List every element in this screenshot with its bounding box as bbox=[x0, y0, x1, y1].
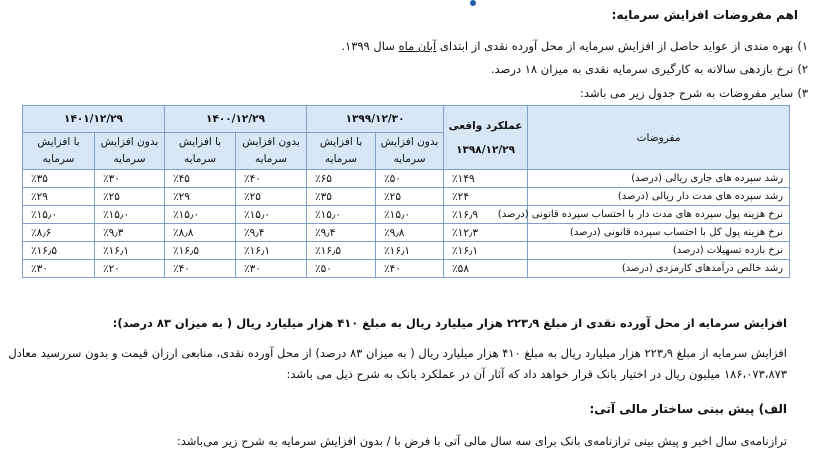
table-row: نرخ بازده تسهیلات (درصد) ٪۱۶٫۱ ٪۱۶٫۱ ٪۱۶٫۵ ٪۱۶٫۱ ٪۱۶٫۵ ٪۱۶٫۱ ٪۱۶٫۵ bbox=[23, 242, 790, 260]
header-year-1401: ۱۴۰۱/۱۲/۲۹ bbox=[23, 106, 165, 133]
underlined-month: آبان ماه bbox=[398, 39, 437, 53]
table-row: رشد سپرده های جاری ریالی (درصد) ٪۱۴۹ ٪۵۰ ٪۶۵ ٪۴۰ ٪۴۵ ٪۳۰ ٪۳۵ bbox=[23, 170, 790, 188]
header-without-increase: بدون افزایش سرمایه bbox=[236, 133, 307, 170]
header-actual: عملکرد واقعی ۱۳۹۸/۱۲/۲۹ bbox=[444, 106, 528, 170]
paragraph-balance-sheet: ترازنامه‌ی سال اخیر و پیش بینی ترازنامه‌ی بانک برای سه سال مالی آتی با فرض با / بدون افزایش سرمایه به شرح زیر می‌باشد: bbox=[176, 434, 787, 448]
logo-fragment bbox=[468, 0, 528, 10]
logo-dot-icon bbox=[470, 0, 476, 6]
header-year-1400: ۱۴۰۰/۱۲/۲۹ bbox=[165, 106, 307, 133]
assumptions-table bbox=[22, 105, 790, 278]
assumption-item-2: ۲)نرخ بازدهی سالانه به کارگیری سرمایه نقدی به میزان ۱۸ درصد. bbox=[490, 62, 808, 76]
assumption-item-3: ۳)سایر مفروضات به شرح جدول زیر می باشد: bbox=[580, 86, 808, 100]
table-row: رشد خالص درآمدهای کارمزدی (درصد) ٪۵۸ ٪۴۰ ٪۵۰ ٪۳۰ ٪۴۰ ٪۲۰ ٪۳۰ bbox=[23, 260, 790, 278]
table-row: نرخ هزینه پول کل با احتساب سپرده قانونی (درصد) ٪۱۲٫۳ ٪۹٫۸ ٪۹٫۴ ٪۹٫۴ ٪۸٫۸ ٪۹٫۳ ٪۸٫۶ bbox=[23, 224, 790, 242]
capital-increase-title: افزایش سرمایه از محل آورده نقدی از مبلغ ۲۲۳٫۹ هزار میلیارد ریال به مبلغ ۴۱۰ هزار میلیارد ریال ( به میزان ۸۳ درصد): bbox=[112, 316, 787, 330]
header-without-increase: بدون افزایش سرمایه bbox=[95, 133, 165, 170]
header-assumptions: مفروضات bbox=[528, 106, 790, 170]
financial-structure-title: الف) پیش بینی ساختار مالی آتی: bbox=[589, 402, 787, 416]
paragraph-line-1: افزایش سرمایه از مبلغ ۲۲۳٫۹ هزار میلیارد ریال به مبلغ ۴۱۰ هزار میلیارد ریال ( به میزان ۸۳ درصد) از محل آورده نقدی، منابعی ارزان قیمت و بدون سررسید معادل bbox=[8, 346, 787, 360]
header-with-increase: با افزایش سرمایه bbox=[23, 133, 95, 170]
assumptions-heading: اهم مفروضات افزایش سرمایه: bbox=[611, 8, 798, 22]
header-without-increase: بدون افزایش سرمایه bbox=[376, 133, 444, 170]
header-year-1399: ۱۳۹۹/۱۲/۳۰ bbox=[307, 106, 444, 133]
table-row: نرخ هزینه پول سپرده های مدت دار با احتساب سپرده قانونی (درصد) ٪۱۶٫۹ ٪۱۵٫۰ ٪۱۵٫۰ ٪۱۵٫۰ ٪۱۵٫۰ ٪۱۵٫۰ ٪۱۵٫۰ bbox=[23, 206, 790, 224]
assumption-item-1: ۱)بهره مندی از عواید حاصل از افزایش سرمایه از محل آورده نقدی از ابتدای آبان ماه سال ۱۳۹۹. bbox=[341, 39, 808, 53]
header-with-increase: با افزایش سرمایه bbox=[307, 133, 376, 170]
table-row: رشد سپرده های مدت دار ریالی (درصد) ٪۲۴ ٪۲۵ ٪۳۵ ٪۲۵ ٪۲۹ ٪۲۵ ٪۲۹ bbox=[23, 188, 790, 206]
paragraph-line-2: ۱۸۶،۰۷۳،۸۷۳ میلیون ریال در اختیار بانک قرار خواهد داد که آثار آن در عملکرد بانک به شرح ذیل می باشد: bbox=[286, 367, 787, 381]
header-with-increase: با افزایش سرمایه bbox=[165, 133, 236, 170]
